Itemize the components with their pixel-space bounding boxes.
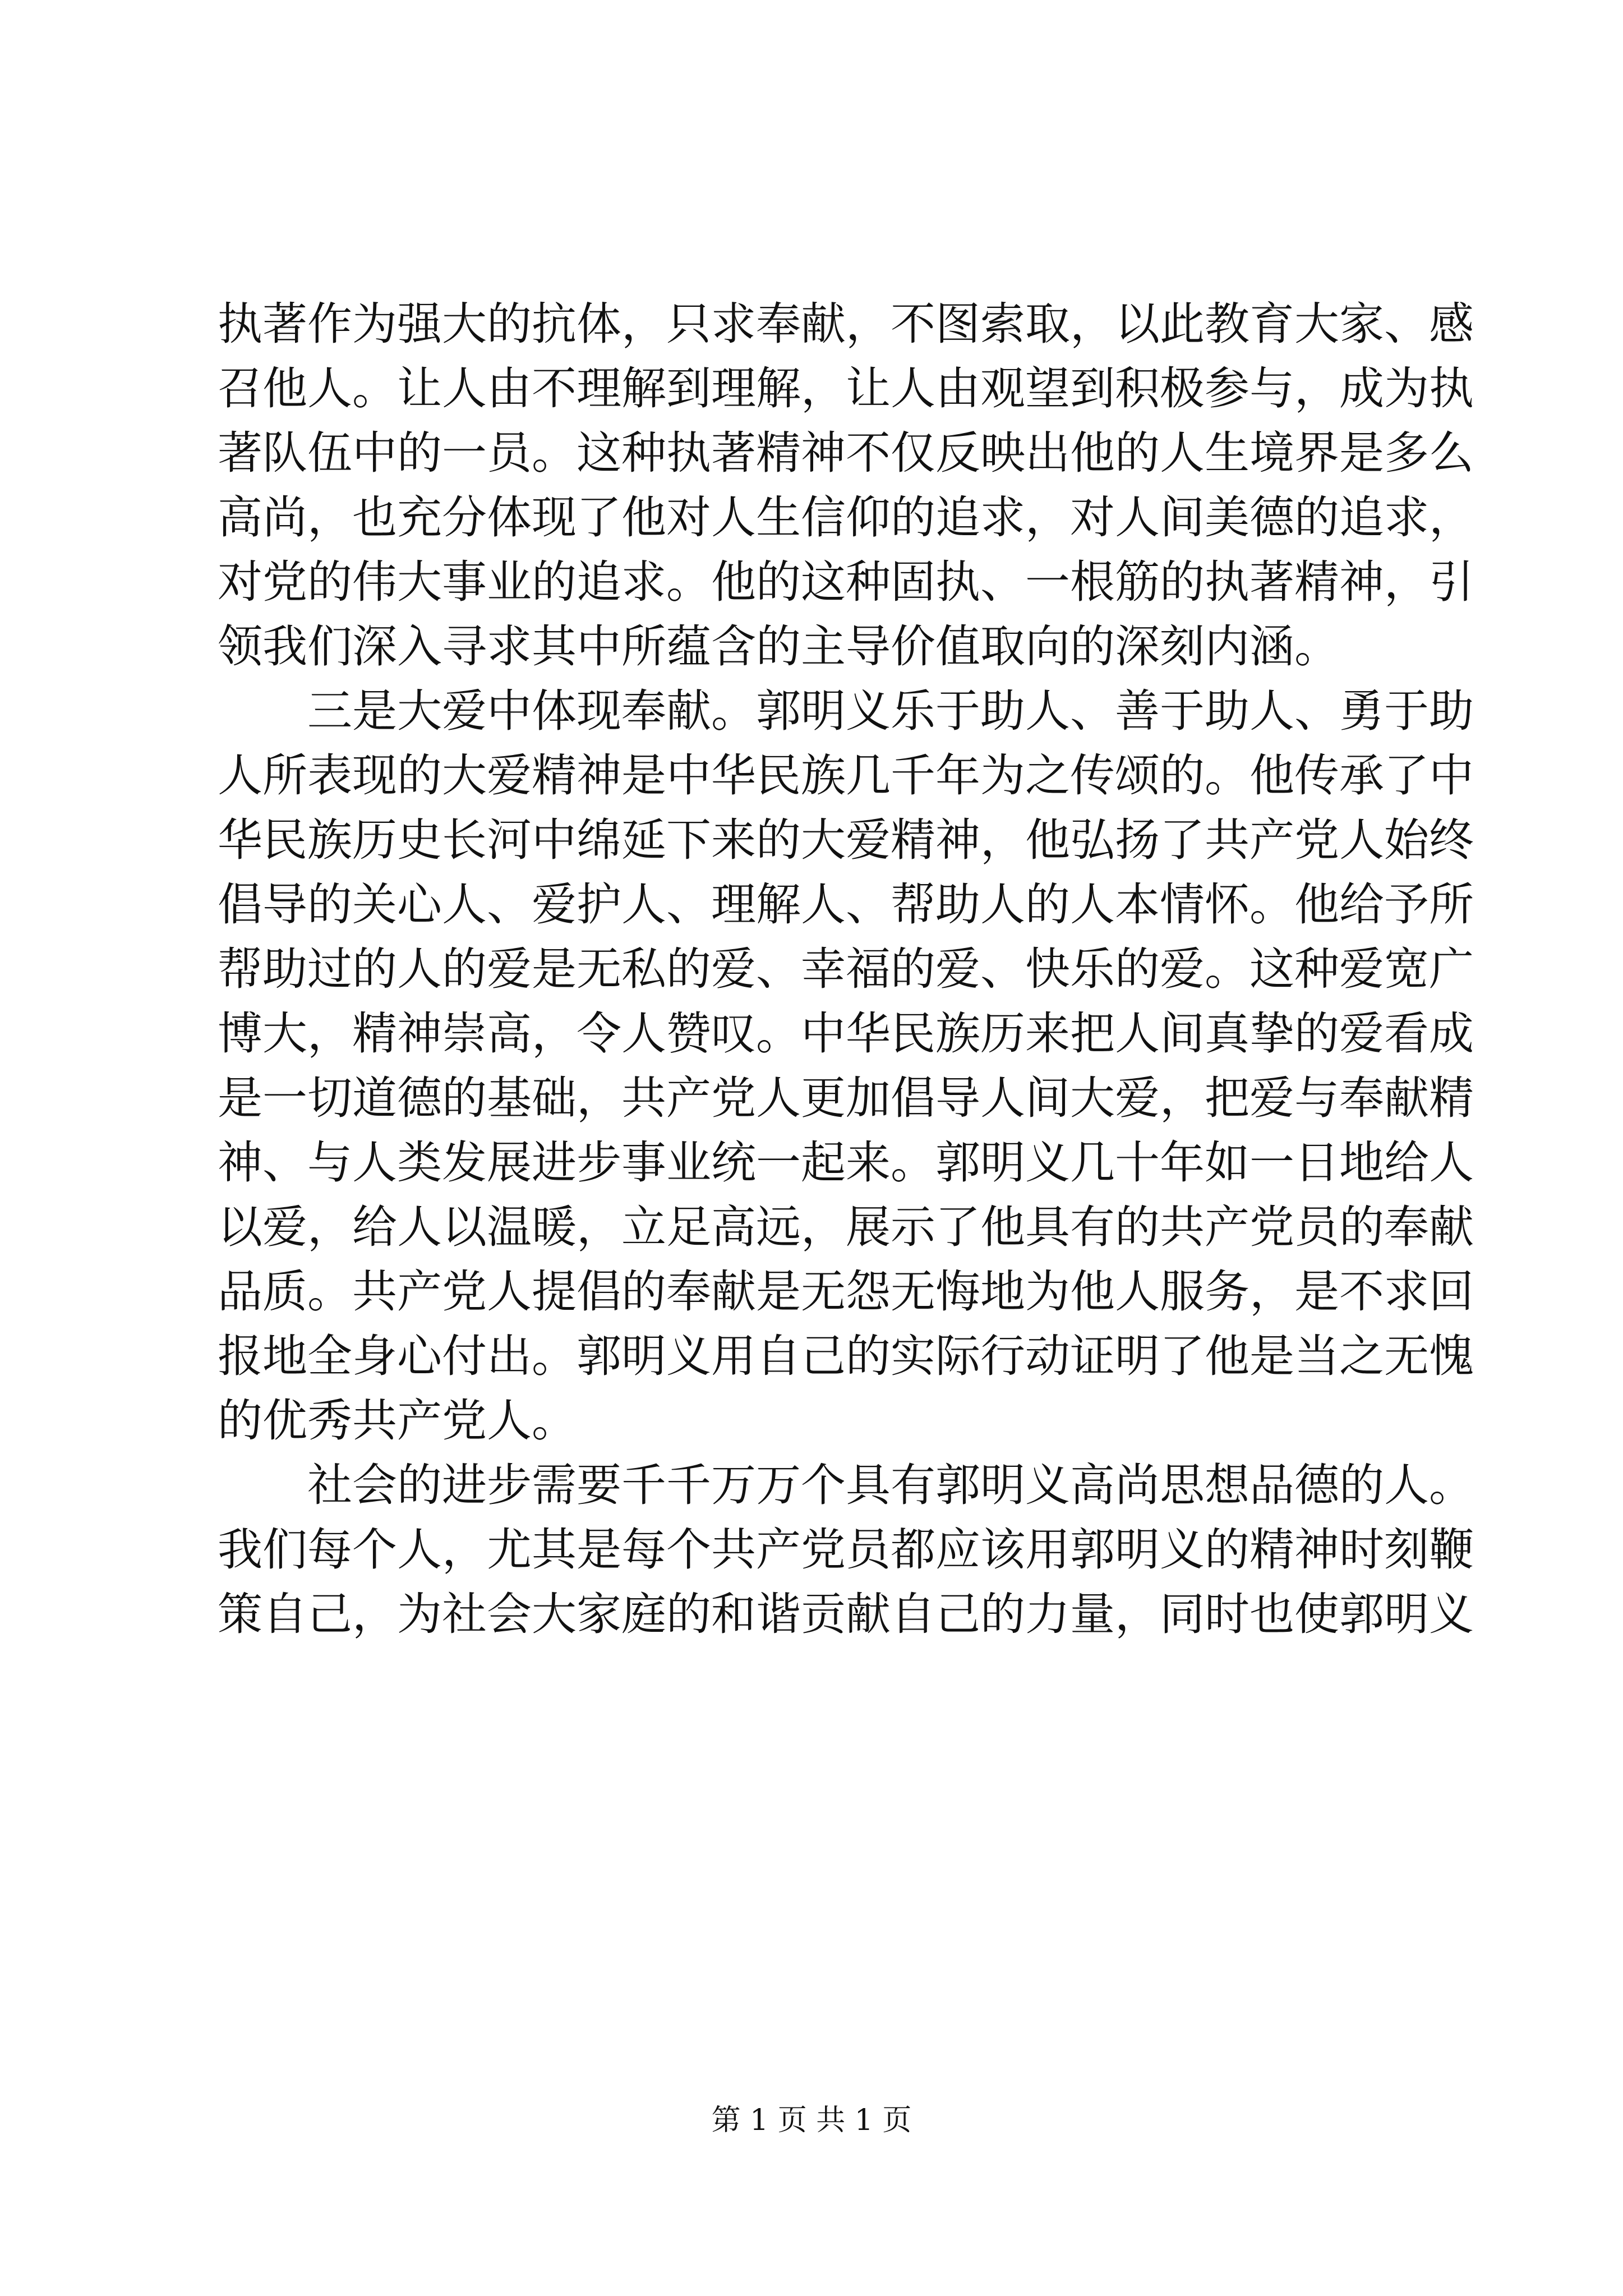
text-line: 我们每个人，尤其是每个共产党员都应该用郭明义的精神时刻鞭 <box>218 1524 1474 1576</box>
text-line: 倡导的关心人、爱护人、理解人、帮助人的人本情怀。他给予所 <box>218 878 1474 931</box>
text-line: 报地全身心付出。郭明义用自己的实际行动证明了他是当之无愧 <box>218 1330 1474 1382</box>
text-line: 是一切道德的基础，共产党人更加倡导人间大爱，把爱与奉献精 <box>218 1072 1474 1124</box>
text-line: 著队伍中的一员。这种执著精神不仅反映出他的人生境界是多么 <box>218 427 1474 479</box>
text-line: 博大，精神崇高，令人赞叹。中华民族历来把人间真挚的爱看成 <box>218 1007 1474 1060</box>
document-body <box>218 292 1474 1646</box>
text-line: 以爱，给人以温暖，立足高远，展示了他具有的共产党员的奉献 <box>218 1201 1474 1253</box>
text-line: 的优秀共产党人。 <box>218 1395 577 1447</box>
text-line: 召他人。让人由不理解到理解，让人由观望到积极参与，成为执 <box>218 362 1474 415</box>
paragraph <box>218 679 1474 1453</box>
text-line: 神、与人类发展进步事业统一起来。郭明义几十年如一日地给人 <box>218 1137 1474 1189</box>
paragraph <box>218 292 1474 679</box>
text-line: 执著作为强大的抗体，只求奉献，不图索取，以此教育大家、感 <box>218 298 1474 350</box>
page-number-footer: 第 1 页 共 1 页 <box>711 2104 912 2137</box>
text-line: 品质。共产党人提倡的奉献是无怨无悔地为他人服务，是不求回 <box>218 1266 1474 1318</box>
paragraph <box>218 1453 1474 1646</box>
text-line: 策自己，为社会大家庭的和谐贡献自己的力量，同时也使郭明义 <box>218 1588 1474 1640</box>
text-line: 华民族历史长河中绵延下来的大爱精神，他弘扬了共产党人始终 <box>218 814 1474 866</box>
text-line: 领我们深入寻求其中所蕴含的主导价值取向的深刻内涵。 <box>218 620 1339 673</box>
text-line: 对党的伟大事业的追求。他的这种固执、一根筋的执著精神，引 <box>218 556 1474 608</box>
text-line: 帮助过的人的爱是无私的爱、幸福的爱、快乐的爱。这种爱宽广 <box>218 943 1474 995</box>
text-line: 社会的进步需要千千万万个具有郭明义高尚思想品德的人。 <box>307 1459 1474 1511</box>
text-line: 人所表现的大爱精神是中华民族几千年为之传颂的。他传承了中 <box>218 749 1474 802</box>
text-line: 三是大爱中体现奉献。郭明义乐于助人、善于助人、勇于助 <box>307 685 1474 737</box>
text-line: 高尚，也充分体现了他对人生信仰的追求，对人间美德的追求， <box>218 491 1474 544</box>
